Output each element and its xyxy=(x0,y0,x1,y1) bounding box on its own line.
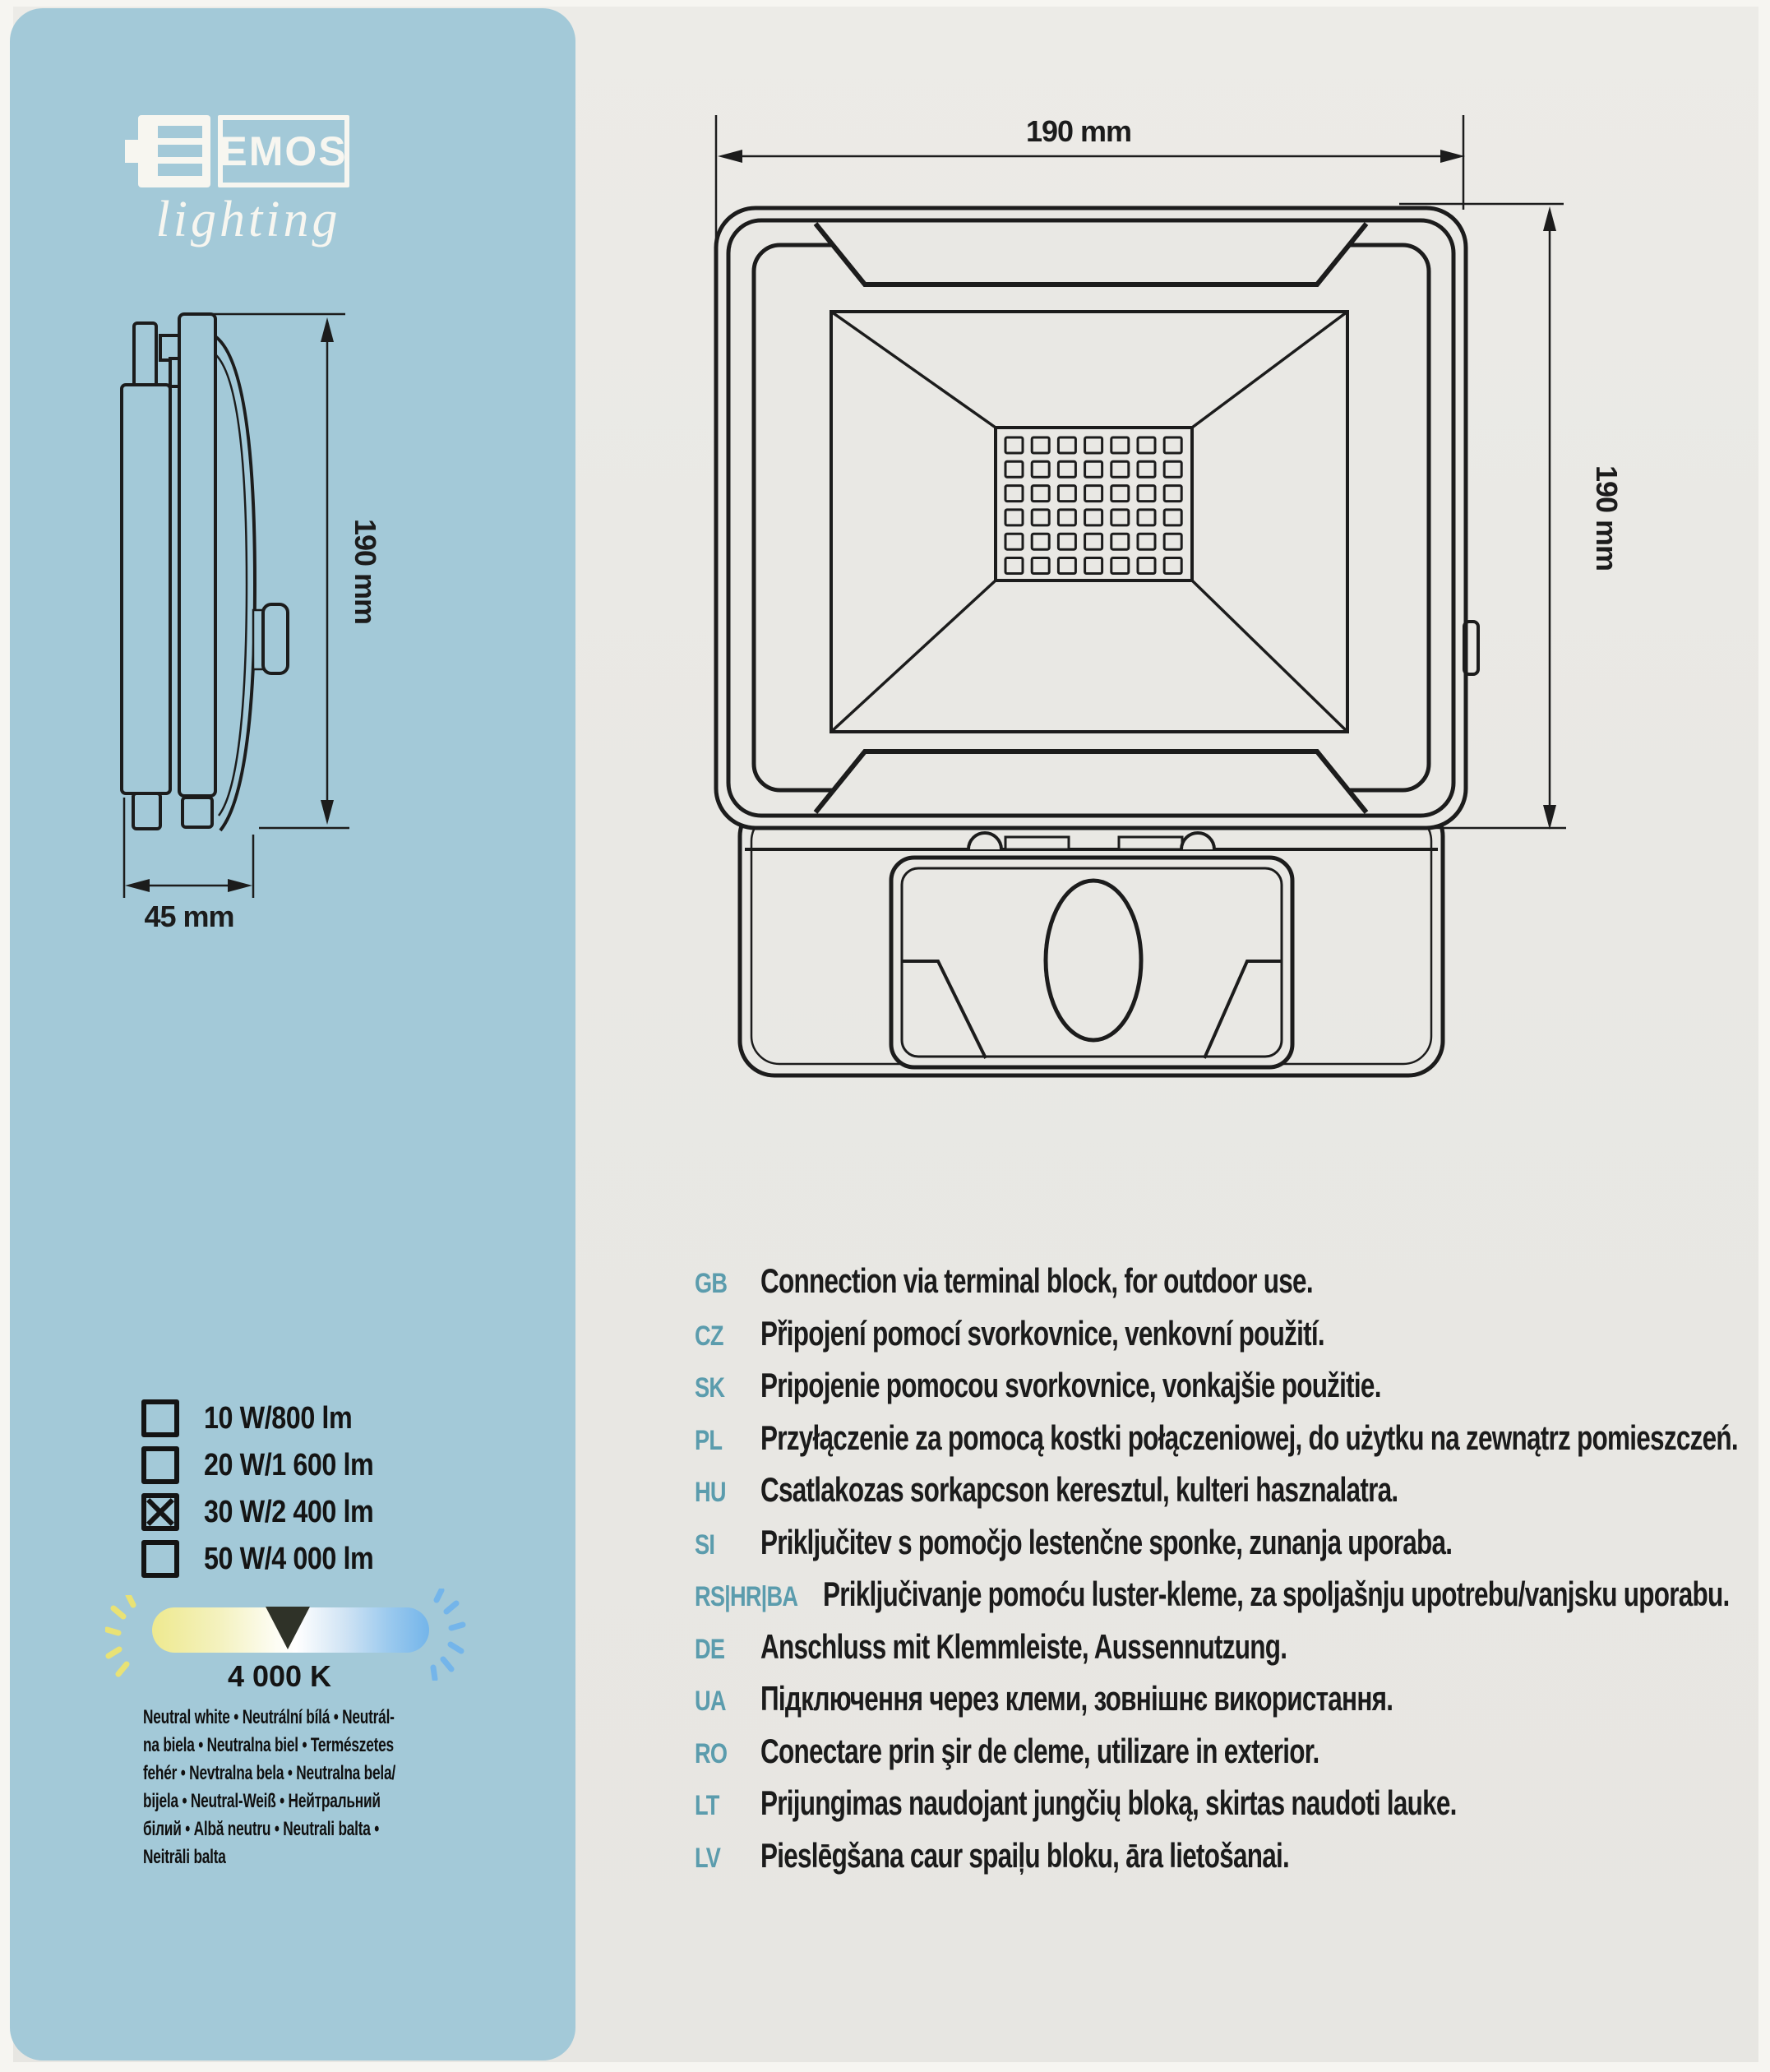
description-row xyxy=(695,1627,1463,1670)
front-width-dimension-label: 190 mm xyxy=(1025,114,1132,148)
description-row xyxy=(695,1679,1604,1722)
language-code-badge: GB xyxy=(695,1268,728,1299)
description-text: Conectare prin şir de cleme, utilizare in exterior. xyxy=(760,1732,1319,1770)
language-code-badge: PL xyxy=(695,1425,723,1456)
color-temp-value: 4 000 K xyxy=(227,1659,332,1693)
description-text: Csatlakozas sorkapcson keresztul, kulteri hasznalatra. xyxy=(760,1470,1398,1509)
option-checkbox xyxy=(141,1399,179,1437)
description-row xyxy=(695,1783,1689,1826)
description-row xyxy=(695,1418,1770,1461)
description-row xyxy=(695,1314,1513,1357)
description-text: Pripojenie pomocou svorkovnice, vonkajšie použitie. xyxy=(760,1366,1381,1404)
language-code-badge: SK xyxy=(695,1372,725,1404)
option-label: 10 W/800 lm xyxy=(204,1400,353,1436)
description-text: Anschluss mit Klemmleiste, Aussennutzung. xyxy=(760,1627,1287,1666)
language-code-badge: DE xyxy=(695,1634,725,1665)
description-row xyxy=(695,1575,1770,1617)
language-code-badge: HU xyxy=(695,1477,726,1508)
option-checkbox xyxy=(141,1446,179,1484)
description-row xyxy=(695,1523,1683,1566)
color-temp-marker-icon xyxy=(266,1607,310,1649)
description-text: Priključivanje pomoću luster-kleme, za spoljašnju upotrebu/vanjsku uporabu. xyxy=(823,1575,1731,1613)
cool-rays-icon xyxy=(415,1589,473,1681)
language-code-badge: SI xyxy=(695,1529,715,1561)
option-checkbox xyxy=(141,1540,179,1578)
language-code-badge: LT xyxy=(695,1790,719,1821)
color-temp-names: Neutral white • Neutrální bílá • Neutrál- na biela • Neutralna biel • Természetes fehér • Nevtralna bela • Neutralna bela/ bijela • Neutral-Weiß • Нейтральний білий • Albă neutru • Neutrali balta • Neitrāli balta xyxy=(143,1706,395,1868)
description-row xyxy=(695,1261,1497,1304)
language-code-badge: UA xyxy=(695,1686,726,1717)
brand-script: lighting xyxy=(155,192,341,247)
emos-wordmark: EMOS xyxy=(220,128,348,174)
language-code-badge: LV xyxy=(695,1843,721,1874)
option-label: 50 W/4 000 lm xyxy=(204,1541,374,1576)
description-row xyxy=(695,1366,1587,1408)
front-view-drawing xyxy=(691,66,1644,1135)
warm-rays-icon xyxy=(105,1595,155,1677)
description-text: Przyłączenie za pomocą kostki połączeniowej, do użytku na zewnątrz pomieszczeń. xyxy=(760,1418,1738,1457)
description-text: Priključitev s pomočjo lestenčne sponke, zunanja uporaba. xyxy=(760,1523,1453,1561)
option-label: 30 W/2 400 lm xyxy=(204,1494,374,1529)
side-depth-dimension-label: 45 mm xyxy=(144,900,234,933)
option-checkbox xyxy=(141,1493,179,1531)
description-text: Підключення через клеми, зовнішнє використання. xyxy=(760,1679,1393,1718)
option-row xyxy=(141,1400,378,1436)
description-row xyxy=(695,1836,1465,1879)
option-row xyxy=(141,1541,404,1577)
language-code-badge: RO xyxy=(695,1738,728,1769)
language-code-badge: CZ xyxy=(695,1320,723,1352)
emos-wordmark-box xyxy=(218,115,349,187)
description-text: Připojení pomocí svorkovnice, venkovní použití. xyxy=(760,1314,1324,1353)
option-row xyxy=(141,1494,404,1530)
front-height-dimension-label: 190 mm xyxy=(1590,465,1624,571)
description-text: Prijungimas naudojant jungčių bloką, skirtas naudoti lauke. xyxy=(760,1783,1457,1822)
side-height-dimension-label: 190 mm xyxy=(349,518,382,625)
description-row xyxy=(695,1732,1505,1774)
option-row xyxy=(141,1447,404,1483)
emos-logo xyxy=(138,115,349,187)
language-code-badge: RS|HR|BA xyxy=(695,1581,798,1612)
side-view-drawing xyxy=(66,304,395,937)
description-row xyxy=(695,1470,1611,1513)
option-label: 20 W/1 600 lm xyxy=(204,1447,374,1482)
description-text: Pieslēgšana caur spaiļu bloku, āra lietošanai. xyxy=(760,1836,1290,1875)
description-text: Connection via terminal block, for outdoor use. xyxy=(760,1261,1313,1300)
emos-symbol-icon xyxy=(138,115,210,187)
